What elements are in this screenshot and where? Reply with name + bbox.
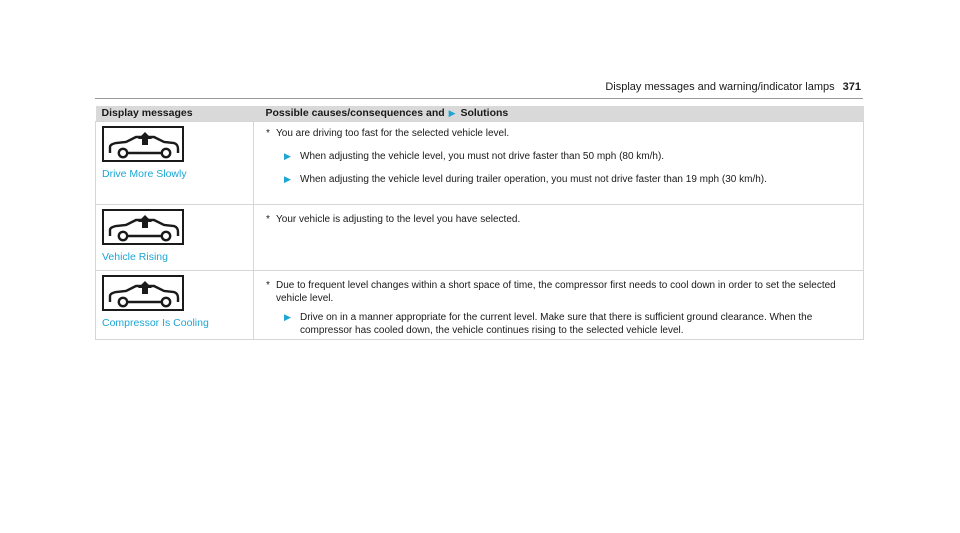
- note-text: You are driving too fast for the selected vehicle level.: [276, 128, 510, 139]
- play-triangle-icon: ▶: [284, 151, 291, 161]
- page-header: [95, 81, 863, 94]
- note-text: Your vehicle is adjusting to the level you have selected.: [276, 214, 521, 225]
- note: [266, 127, 855, 140]
- table-header-row: [96, 106, 864, 122]
- vehicle-level-up-icon: [102, 209, 184, 245]
- table-row: [96, 122, 864, 205]
- play-triangle-icon: ▶: [284, 312, 291, 322]
- message-name: Vehicle Rising: [102, 251, 168, 263]
- message-cell: [96, 122, 254, 205]
- page-number: 371: [842, 81, 861, 93]
- note-text: Due to frequent level changes within a short space of time, the compressor first needs to cool down in order to set the selected vehicle level.: [276, 280, 836, 304]
- causes-cell: [254, 271, 864, 340]
- note: [266, 279, 855, 305]
- causes-cell: [254, 122, 864, 205]
- message-cell: [96, 205, 254, 271]
- column-header-causes: [254, 106, 864, 122]
- vehicle-level-up-icon: [102, 126, 184, 162]
- solution-step-text: When adjusting the vehicle level, you must not drive faster than 50 mph (80 km/h).: [300, 151, 665, 162]
- header-divider: [95, 98, 863, 99]
- play-triangle-icon: ▶: [448, 108, 456, 118]
- table-row: [96, 271, 864, 340]
- message-name: Compressor Is Cooling: [102, 317, 209, 329]
- table-row: [96, 205, 864, 271]
- solution-step: [284, 311, 855, 337]
- vehicle-level-up-icon: [102, 275, 184, 311]
- solution-step-text: Drive on in a manner appropriate for the current level. Make sure that there is sufficient ground clearance. When the compressor has cooled down, the vehicle continues rising to the selected vehicle level.: [300, 312, 813, 336]
- display-messages-table: [95, 106, 864, 340]
- header-title: Display messages and warning/indicator lamps: [605, 81, 835, 93]
- column-header-causes-prefix: Possible causes/consequences and: [265, 107, 445, 119]
- message-cell: [96, 271, 254, 340]
- note: [266, 213, 855, 226]
- note-asterisk: *: [266, 214, 270, 225]
- header-title-wrap: [605, 81, 861, 94]
- play-triangle-icon: ▶: [284, 174, 291, 184]
- solution-step: [284, 173, 855, 186]
- causes-cell: [254, 205, 864, 271]
- solution-step: [284, 150, 855, 163]
- message-name: Drive More Slowly: [102, 168, 187, 180]
- note-asterisk: *: [266, 280, 270, 291]
- column-header-causes-suffix: Solutions: [460, 107, 509, 119]
- solution-step-text: When adjusting the vehicle level during trailer operation, you must not drive faster than 19 mph (30 km/h).: [300, 174, 767, 185]
- note-asterisk: *: [266, 128, 270, 139]
- column-header-messages: Display messages: [96, 106, 254, 122]
